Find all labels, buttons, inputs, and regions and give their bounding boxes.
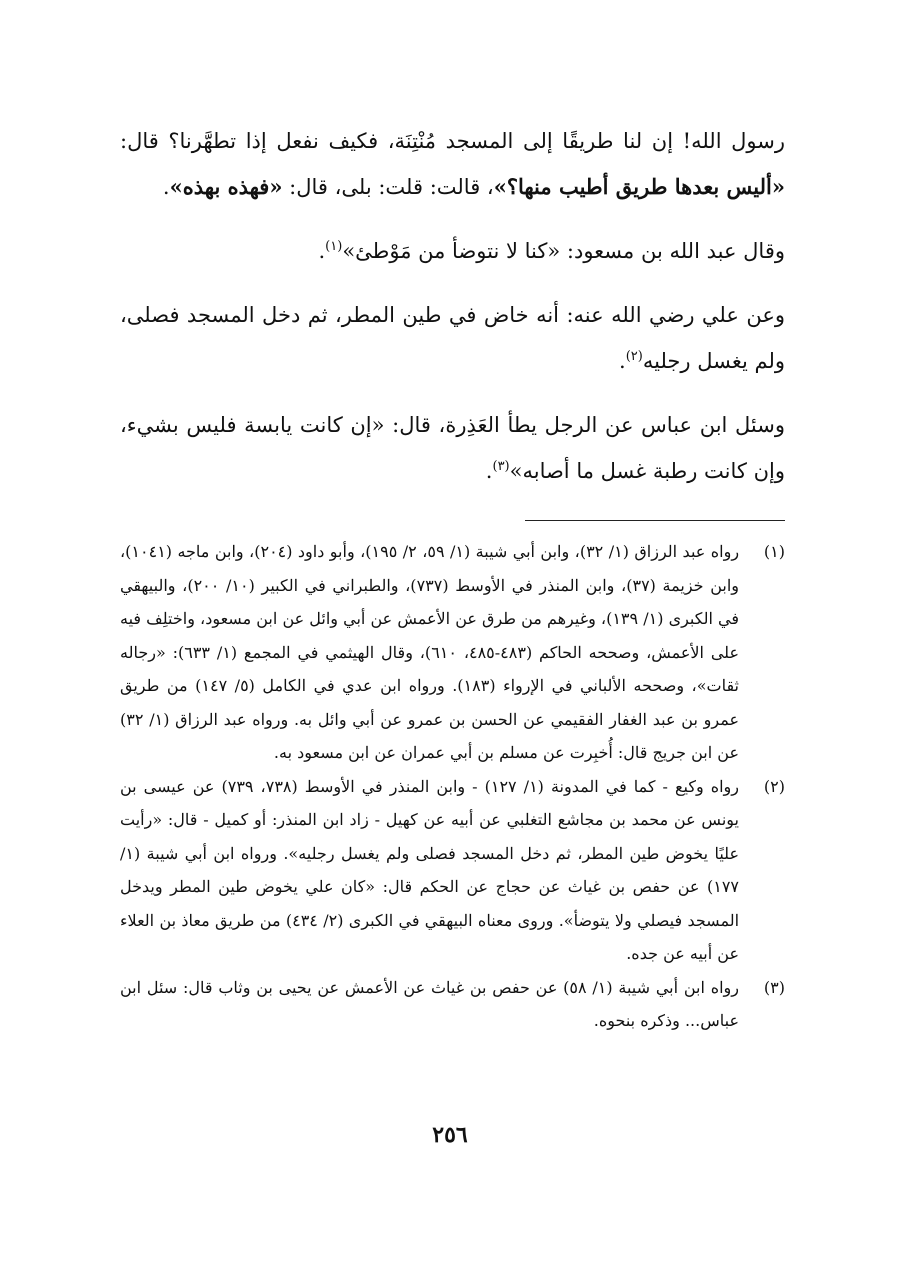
footnote-number: (٢) — [763, 776, 785, 796]
footnote-text: رواه وكيع - كما في المدونة (١/ ١٢٧) - وابن المنذر في الأوسط (٧٣٨، ٧٣٩) عن عيسى بن يونس عن محمد بن مجاشع التغلبي عن أبيه عن كهيل - زاد ابن المنذر: أو كميل - قال: «رأيت عليًا يخوض طين المطر، ثم دخل المسجد فصلى ولم يغسل رجليه». ورواه ابن أبي شيبة (١/ ١٧٧) عن حفص بن غياث عن حجاج عن الحكم قال: «كان علي يخوض طين المطر ويدخل المسجد فيصلي ولا يتوضأ». وروى معناه البيهقي في الكبرى (٢/ ٤٣٤) من طريق معاذ بن العلاء عن أبيه عن جده. — [120, 776, 740, 963]
footnote-ref-1: (١) — [325, 239, 343, 254]
main-text — [120, 118, 785, 494]
footnote-ref-3: (٣) — [492, 459, 510, 474]
footnote-ref-2: (٢) — [625, 349, 643, 364]
footnotes — [120, 535, 785, 1038]
paragraph-1-quote-b: «فهذه بهذه» — [169, 174, 283, 199]
paragraph-3-text: وعن علي رضي الله عنه: أنه خاض في طين المطر، ثم دخل المسجد فصلى، ولم يغسل رجليه — [120, 303, 785, 373]
paragraph-1-quote-a: «أليس بعدها طريق أطيب منها؟» — [493, 174, 785, 199]
footnote-1 — [120, 535, 785, 770]
paragraph-2-end: . — [318, 239, 326, 263]
paragraph-3 — [120, 292, 785, 384]
paragraph-1-text-a: رسول الله! إن لنا طريقًا إلى المسجد مُنْتِنَة، فكيف نفعل إذا تطهَّرنا؟ قال: — [120, 129, 785, 153]
paragraph-4 — [120, 402, 785, 494]
paragraph-4-end: . — [485, 459, 493, 483]
footnote-separator — [525, 520, 785, 521]
footnote-text: رواه عبد الرزاق (١/ ٣٢)، وابن أبي شيبة (١/ ٥٩، ٢/ ١٩٥)، وأبو داود (٢٠٤)، وابن ماجه (١٠٤١)، وابن خزيمة (٣٧)، وابن المنذر في الأوسط (٧٣٧)، والطبراني في الكبير (١٠/ ٢٠٠)، والبيهقي في الكبرى (١/ ١٣٩)، وغيرهم من طرق عن الأعمش عن أبي وائل عن ابن مسعود، واختلِف فيه على الأعمش، وصححه الحاكم (٤٨٣-٤٨٥، ٦١٠)، وقال الهيثمي في المجمع (١/ ٦٣٣): «رجاله ثقات»، وصححه الألباني في الإرواء (١٨٣). ورواه ابن عدي في الكامل (٥/ ١٤٧) من طريق عمرو بن عبد الغفار الفقيمي عن الحسن بن عمرو عن أبي وائل به. ورواه عبد الرزاق (١/ ٣٢) عن ابن جريج قال: أُخبِرت عن مسلم بن أبي عمران عن ابن مسعود به. — [120, 542, 740, 762]
footnote-3 — [120, 971, 785, 1038]
paragraph-2 — [120, 228, 785, 274]
footnote-text: رواه ابن أبي شيبة (١/ ٥٨) عن حفص بن غياث عن الأعمش عن يحيى بن وثاب قال: سئل ابن عباس... وذكره بنحوه. — [120, 977, 739, 1030]
paragraph-1-text-b: ، قالت: قلت: بلى، قال: — [282, 175, 494, 199]
paragraph-1 — [120, 118, 785, 210]
paragraph-4-text: وسئل ابن عباس عن الرجل يطأ العَذِرة، قال: «إن كانت يابسة فليس بشيء، وإن كانت رطبة غسل ما أصابه» — [120, 413, 785, 483]
page-number: ٢٥٦ — [432, 1122, 468, 1148]
footnote-number: (١) — [763, 542, 785, 561]
footnote-2 — [120, 770, 785, 971]
paragraph-1-text-c: . — [162, 175, 170, 199]
footnote-number: (٣) — [763, 977, 785, 997]
page-content — [120, 118, 785, 1038]
paragraph-2-text: وقال عبد الله بن مسعود: «كنا لا نتوضأ من مَوْطئ» — [342, 239, 785, 263]
paragraph-3-end: . — [619, 349, 626, 373]
